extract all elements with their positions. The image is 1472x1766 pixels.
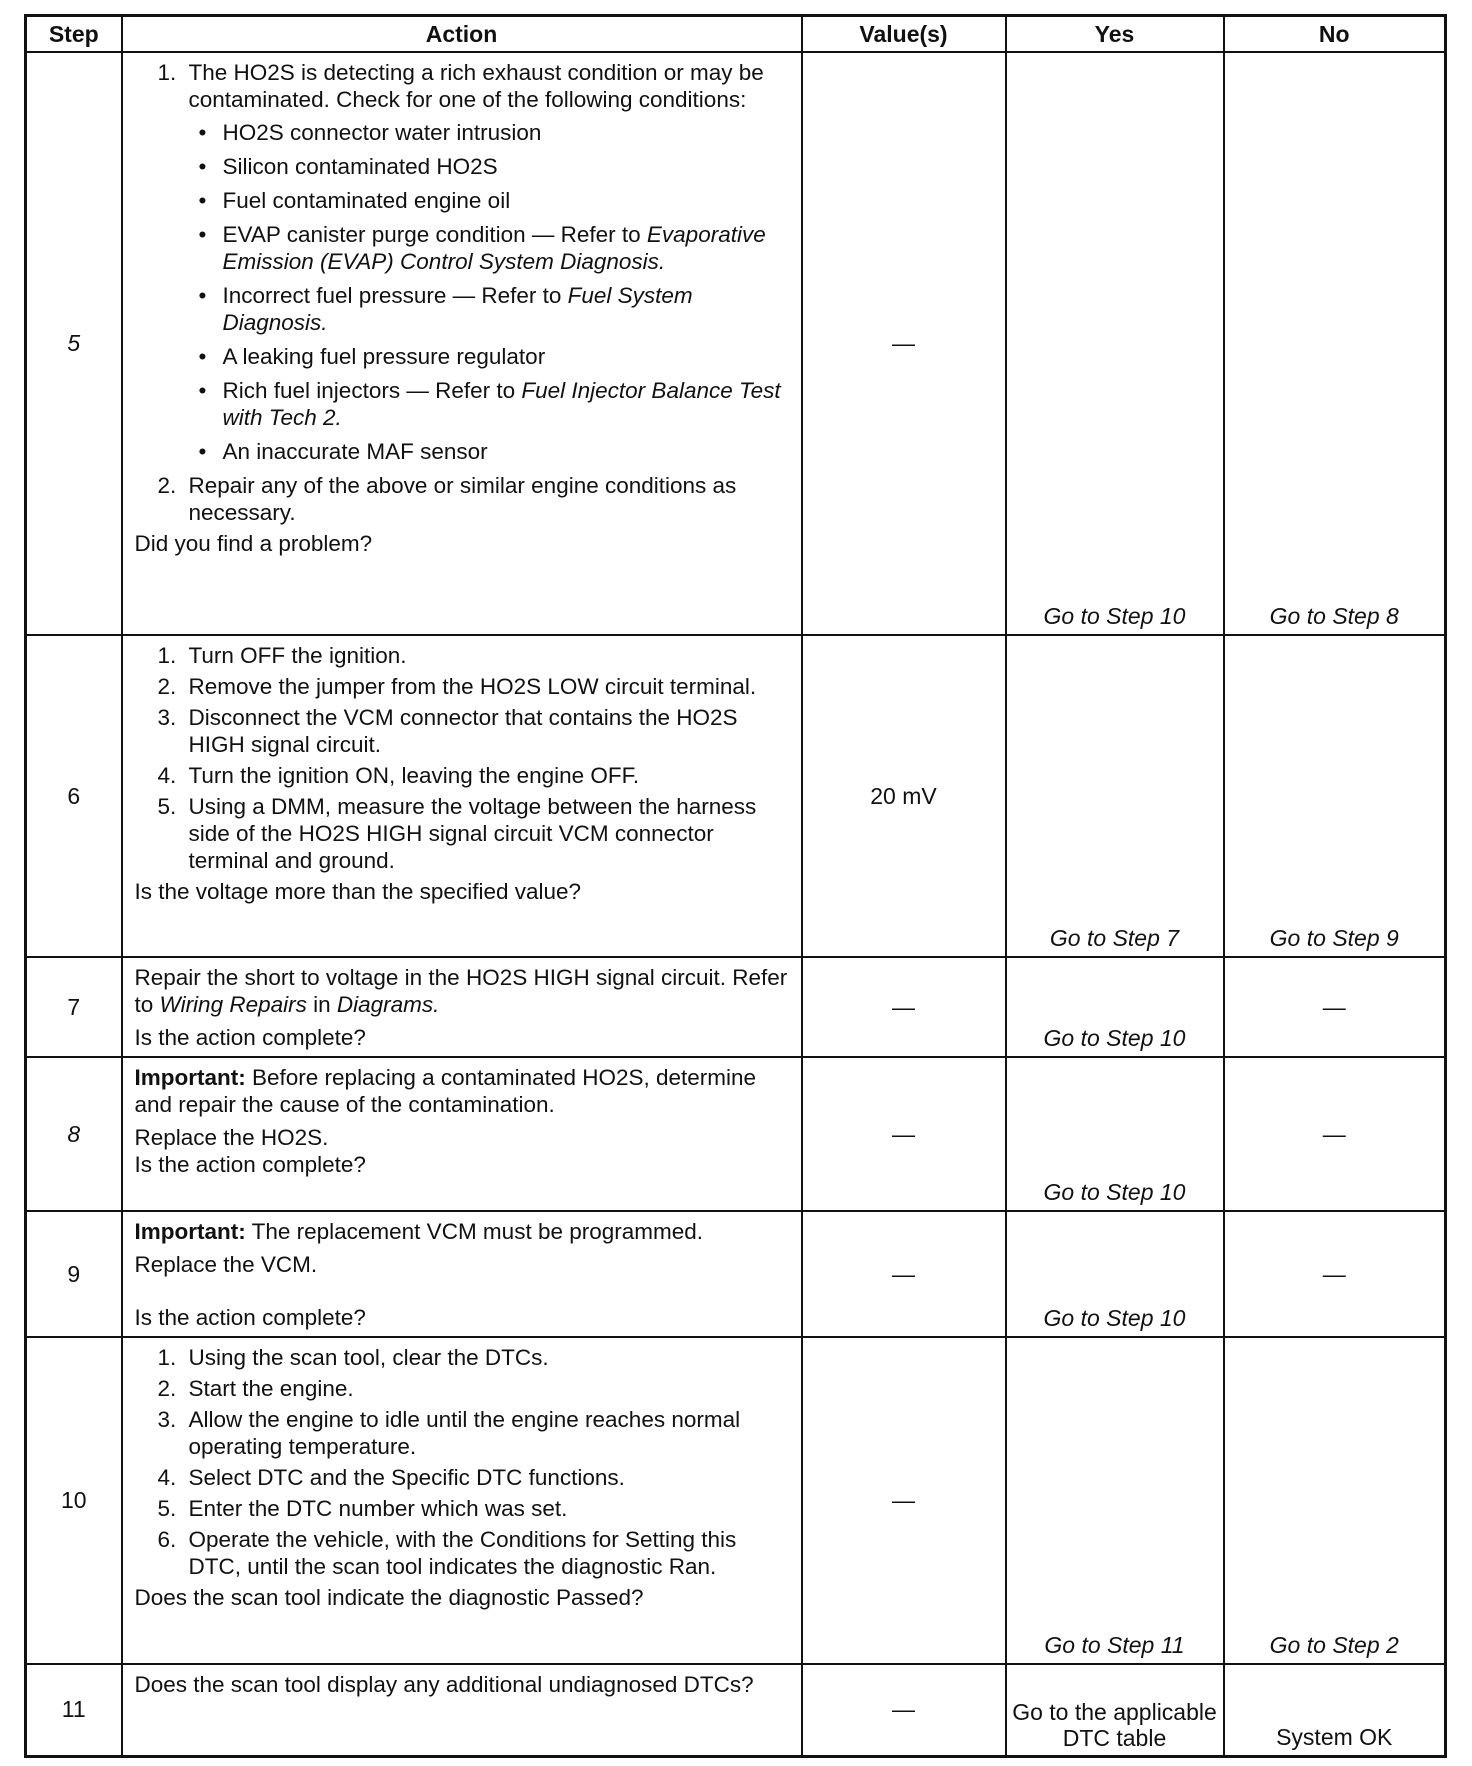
yes-cell: Go to Step 7	[1006, 635, 1224, 957]
action-list	[135, 642, 791, 874]
value-cell: —	[802, 1211, 1006, 1337]
step-number: 10	[26, 1337, 122, 1664]
diagnostic-table	[24, 14, 1447, 1758]
action-text-part: Repair the short to voltage in the HO2S HIGH signal circuit. Refer to	[134, 965, 788, 1017]
header-no: No	[1224, 16, 1446, 53]
list-item: 5. Using a DMM, measure the voltage between the harness side of the HO2S HIGH signal circuit VCM connector terminal and ground.	[183, 793, 791, 874]
value-cell: —	[802, 1337, 1006, 1664]
action-cell	[122, 1664, 802, 1756]
condition-text: EVAP canister purge condition — Refer to	[222, 222, 647, 247]
action-question: Is the action complete?	[134, 1305, 366, 1330]
action-cell	[122, 1057, 802, 1211]
action-question: Does the scan tool display any additional undiagnosed DTCs?	[134, 1672, 754, 1697]
no-cell: Go to Step 9	[1224, 635, 1446, 957]
condition-text: Rich fuel injectors — Refer to	[222, 378, 522, 403]
list-item: 4. Turn the ignition ON, leaving the engine OFF.	[183, 762, 791, 789]
list-item: 5. Enter the DTC number which was set.	[183, 1495, 791, 1522]
list-item: 2. Start the engine.	[183, 1375, 791, 1402]
action-question: Does the scan tool indicate the diagnostic Passed?	[134, 1585, 644, 1610]
no-cell: —	[1224, 1211, 1446, 1337]
important-text: The replacement VCM must be programmed.	[245, 1219, 704, 1244]
no-cell: —	[1224, 957, 1446, 1057]
yes-cell: Go to Step 10	[1006, 957, 1224, 1057]
list-item: 2. Remove the jumper from the HO2S LOW circuit terminal.	[183, 673, 791, 700]
header-values: Value(s)	[802, 16, 1006, 53]
table-row	[26, 635, 1446, 957]
yes-cell: Go to Step 11	[1006, 1337, 1224, 1664]
step-number: 11	[26, 1664, 122, 1756]
list-item: 3. Disconnect the VCM connector that contains the HO2S HIGH signal circuit.	[183, 704, 791, 758]
action-question: Did you find a problem?	[134, 531, 373, 556]
list-item: 1. Turn OFF the ignition.	[183, 642, 791, 669]
table-row	[26, 957, 1446, 1057]
table-row	[26, 52, 1446, 635]
list-item	[223, 221, 791, 275]
step-number: 7	[26, 957, 122, 1057]
no-cell: Go to Step 2	[1224, 1337, 1446, 1664]
value-cell: 20 mV	[802, 635, 1006, 957]
no-cell: Go to Step 8	[1224, 52, 1446, 635]
table-row	[26, 1664, 1446, 1756]
list-item: • A leaking fuel pressure regulator	[223, 343, 791, 370]
yes-cell: Go to Step 10	[1006, 52, 1224, 635]
table-row	[26, 1057, 1446, 1211]
header-step: Step	[26, 16, 122, 53]
action-question: Is the action complete?	[134, 1152, 366, 1177]
step-number: 6	[26, 635, 122, 957]
header-action: Action	[122, 16, 802, 53]
value-cell: —	[802, 1664, 1006, 1756]
action-text: Replace the VCM.	[134, 1252, 318, 1277]
header-yes: Yes	[1006, 16, 1224, 53]
step-number: 8	[26, 1057, 122, 1211]
header-row	[26, 16, 1446, 53]
reference-link: Evaporative Emission (EVAP) Control System Diagnosis.	[222, 222, 766, 274]
table-row	[26, 1211, 1446, 1337]
list-item: 4. Select DTC and the Specific DTC functions.	[183, 1464, 791, 1491]
action-cell	[122, 957, 802, 1057]
list-item	[223, 377, 791, 431]
list-item	[183, 59, 791, 465]
important-note	[135, 1218, 791, 1245]
list-item: • Silicon contaminated HO2S	[223, 153, 791, 180]
important-label: Important:	[134, 1219, 246, 1244]
yes-cell: Go to the applicable DTC table	[1006, 1664, 1224, 1756]
step-number: 9	[26, 1211, 122, 1337]
list-item: • Fuel contaminated engine oil	[223, 187, 791, 214]
action-cell	[122, 1211, 802, 1337]
value-cell: —	[802, 957, 1006, 1057]
list-item: 6. Operate the vehicle, with the Conditions for Setting this DTC, until the scan tool indicates the diagnostic Ran.	[183, 1526, 791, 1580]
important-text: Before replacing a contaminated HO2S, determine and repair the cause of the contamination.	[134, 1065, 757, 1117]
action-text: The HO2S is detecting a rich exhaust condition or may be contaminated. Check for one of the following conditions:	[188, 60, 764, 112]
step-number: 5	[26, 52, 122, 635]
yes-cell: Go to Step 10	[1006, 1211, 1224, 1337]
action-text: Replace the HO2S.	[134, 1125, 329, 1150]
yes-cell: Go to Step 10	[1006, 1057, 1224, 1211]
reference-link: Fuel Injector Balance Test with Tech 2.	[222, 378, 781, 430]
list-item: • An inaccurate MAF sensor	[223, 438, 791, 465]
action-cell	[122, 1337, 802, 1664]
action-question: Is the voltage more than the specified value?	[134, 879, 582, 904]
list-item: 3. Allow the engine to idle until the engine reaches normal operating temperature.	[183, 1406, 791, 1460]
action-list	[135, 1344, 791, 1580]
action-cell	[122, 52, 802, 635]
action-text	[135, 964, 791, 1018]
list-item: 2. Repair any of the above or similar engine conditions as necessary.	[183, 472, 791, 526]
action-cell	[122, 635, 802, 957]
reference-link: Wiring Repairs	[159, 992, 307, 1017]
reference-link: Diagrams.	[336, 992, 440, 1017]
diagnostic-table-page	[24, 14, 1444, 1758]
no-cell: System OK	[1224, 1664, 1446, 1756]
important-label: Important:	[134, 1065, 246, 1090]
reference-link: Fuel System Diagnosis.	[222, 283, 693, 335]
value-cell: —	[802, 52, 1006, 635]
action-list	[135, 59, 791, 526]
list-item: • HO2S connector water intrusion	[223, 119, 791, 146]
action-text-part: in	[306, 992, 337, 1017]
action-question: Is the action complete?	[134, 1025, 366, 1050]
table-row	[26, 1337, 1446, 1664]
condition-list	[189, 119, 791, 465]
important-note	[135, 1064, 791, 1118]
list-item	[223, 282, 791, 336]
list-item: 1. Using the scan tool, clear the DTCs.	[183, 1344, 791, 1371]
value-cell: —	[802, 1057, 1006, 1211]
condition-text: Incorrect fuel pressure — Refer to	[222, 283, 568, 308]
no-cell: —	[1224, 1057, 1446, 1211]
